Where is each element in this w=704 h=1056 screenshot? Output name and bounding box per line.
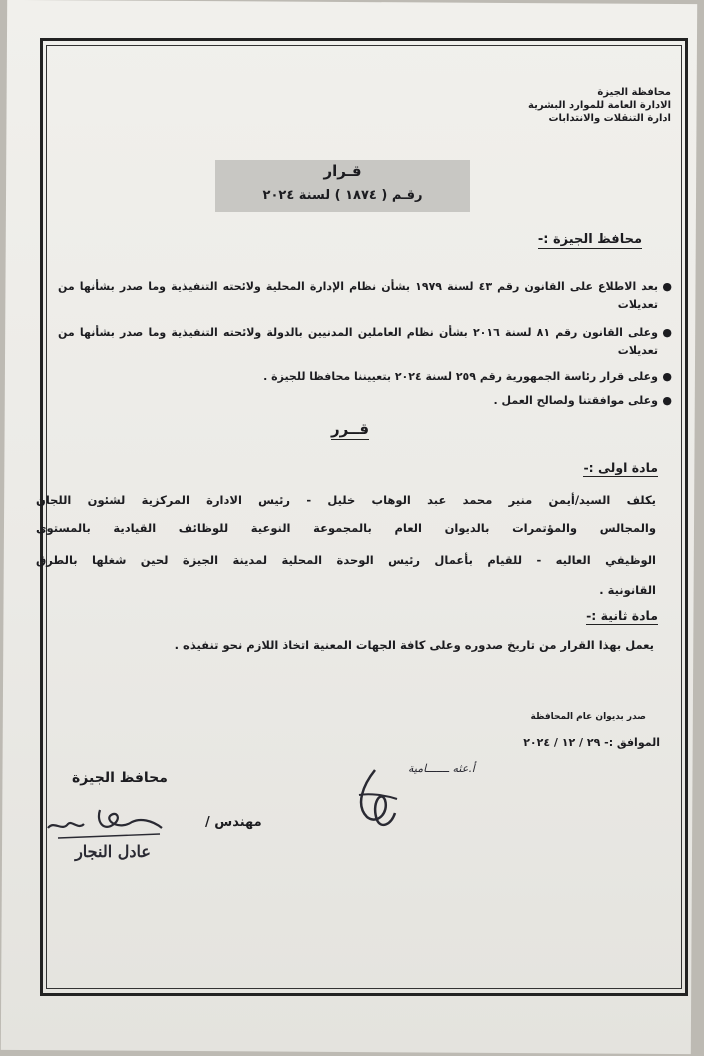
preamble-text-1: بعد الاطلاع على القانون رقم ٤٣ لسنة ١٩٧٩ بشأن نظام الإدارة المحلية ولائحته التنفيذية وما صدر بشأنها من تعديلات [58, 280, 658, 311]
preamble-text-3: وعلى قرار رئاسة الجمهورية رقم ٢٥٩ لسنة ٢٠٢٤ بتعييننا محافظا للجيزة . [263, 370, 658, 383]
letterhead [471, 86, 671, 125]
preamble-item: ● بعد الاطلاع على القانون رقم ٤٣ لسنة ١٩٧٩ بشأن نظام الإدارة المحلية ولائحته التنفيذية وما صدر بشأنها من تعديلات [58, 280, 672, 311]
signature-scribble-icon [345, 765, 405, 835]
article-1-line: والمجالس والمؤتمرات بالديوان العام بالمجموعة النوعية للوظائف القيادية بالمستوى [36, 521, 656, 535]
decides-heading: قــرر [330, 420, 370, 438]
preamble-item: ● وعلى قرار رئاسة الجمهورية رقم ٢٥٩ لسنة ٢٠٢٤ بتعييننا محافظا للجيزة . [263, 370, 672, 383]
article-2-heading: مادة ثانية :- [586, 608, 658, 623]
article-1-line: القانونية . [599, 583, 656, 597]
handwritten-signature-icon [40, 800, 170, 842]
issued-place: صدر بديوان عام المحافظة [530, 712, 646, 722]
decision-number: رقـم ( ١٨٧٤ ) لسنة ٢٠٢٤ [262, 188, 423, 203]
preamble-text-2: وعلى القانون رقم ٨١ لسنة ٢٠١٦ بشأن نظام العاملين المدنيين بالدولة ولائحته التنفيذية وما صدر بشأنها من تعديلات [58, 326, 659, 357]
preamble-text-4: وعلى موافقتنا ولصالح العمل . [493, 394, 658, 407]
preamble-item: ● وعلى موافقتنا ولصالح العمل . [493, 394, 672, 407]
article-2-text: يعمل بهذا القرار من تاريخ صدوره وعلى كافة الجهات المعنية اتخاذ اللازم نحو تنفيذه . [174, 638, 654, 652]
article-1-line: يكلف السيد/أيمن منير محمد عبد الوهاب خليل - رئيس الادارة المركزية لشئون اللجان [36, 493, 656, 507]
signatory-title: محافظ الجيزة [72, 770, 168, 786]
article-1-line: الوظيفي العاليه - للقيام بأعمال رئيس الوحدة المحلية لمدينة الجيزة لحين شغلها بالطرق [36, 553, 656, 567]
issued-date: الموافق :- ٢٩ / ١٢ / ٢٠٢٤ [523, 736, 660, 749]
decision-title: قـرار [323, 162, 362, 180]
engineer-label: مهندس / [205, 815, 262, 830]
preamble-item: ● وعلى القانون رقم ٨١ لسنة ٢٠١٦ بشأن نظام العاملين المدنيين بالدولة ولائحته التنفيذية وما صدر بشأنها من تعديلات [58, 326, 672, 357]
letterhead-department: الادارة العامة للموارد البشرية [528, 100, 671, 111]
signatory-name: عادل النجار [75, 842, 151, 861]
letterhead-governorate: محافظة الجيزة [597, 87, 671, 98]
handwritten-note: أ.عثه ـــــــامية [408, 762, 475, 775]
article-1-heading: مادة اولى :- [583, 460, 658, 475]
letterhead-section: ادارة التنقلات والانتدابات [548, 113, 671, 124]
governor-intro: محافظ الجيزة :- [537, 232, 642, 247]
